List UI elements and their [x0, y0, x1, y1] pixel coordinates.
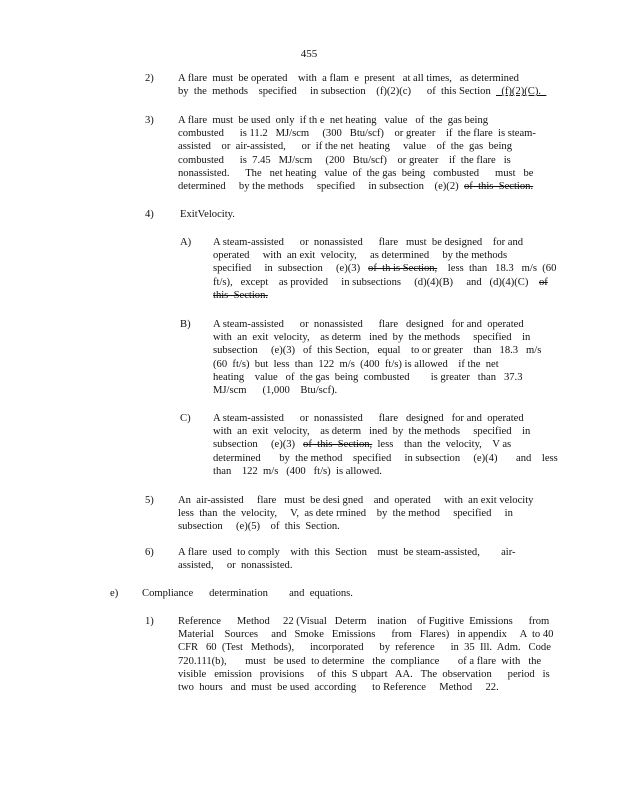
text-line	[178, 494, 533, 507]
text-line	[178, 641, 553, 654]
text-run: MJ/scm (1,000 Btu/scf).	[213, 385, 338, 397]
text-line	[178, 85, 546, 98]
text-line	[178, 520, 533, 533]
item-text	[178, 615, 553, 694]
struck-text: of this Section,	[303, 439, 373, 451]
item-text	[178, 72, 546, 98]
text-run: assisted or air-assisted, or if the net heating value of the gas being	[178, 141, 512, 153]
text-run: A flare must be used only if th e net heating value of the gas being	[178, 115, 489, 126]
text-line	[178, 628, 553, 641]
page-number: 455	[300, 48, 318, 60]
item-label: 1)	[145, 616, 154, 627]
item-text	[180, 208, 235, 221]
text-line	[178, 140, 536, 153]
item-label: A)	[180, 237, 192, 248]
item-label: 5)	[145, 495, 154, 506]
text-run: less than 18.3 m/s (60	[437, 263, 557, 275]
item-label: C)	[180, 413, 191, 424]
text-run: determined by the methods specified in subsection (e)(2)	[178, 181, 464, 193]
text-line	[213, 276, 556, 289]
text-run: A steam-assisted or nonassisted flare designed for and operated	[213, 319, 524, 330]
text-run: Material Sources and Smoke Emissions from Flares) in appendix A to 40	[178, 629, 554, 641]
text-run: heating value of the gas being combusted is greater than 37.3	[213, 371, 523, 383]
text-run: combusted is 7.45 MJ/scm (200 Btu/scf) or greater if the flare is	[178, 154, 511, 166]
text-run: nonassisted. The net heating value of the gas being combusted must be	[178, 167, 534, 179]
text-run: operated with an exit velocity, as determined by the methods	[213, 250, 508, 262]
text-run: less than the velocity, V as	[372, 439, 512, 451]
item-label: 4)	[145, 209, 154, 220]
text-run: Reference Method 22 (Visual Determ ination of Fugitive Emissions from	[178, 616, 550, 627]
struck-text: of th is Section,	[368, 263, 438, 275]
item-text	[213, 236, 556, 302]
text-line	[178, 180, 536, 193]
text-run: An air-assisted flare must be desi gned and operated with an exit velocity	[178, 495, 534, 506]
item-text	[142, 587, 353, 600]
text-run: ft/s), except as provided in subsections (d)(4)(B) and (d)(4)(C)	[213, 276, 539, 288]
text-line	[213, 249, 556, 262]
text-line	[213, 425, 558, 438]
text-line	[213, 412, 558, 425]
text-run: visible emission provisions of this S ubpart AA. The observation period is	[178, 668, 550, 680]
text-run: (60 ft/s) but less than 122 m/s (400 ft/s) is allowed if the net	[213, 358, 499, 370]
text-run: specified in subsection (e)(3)	[213, 263, 369, 275]
struck-text: of	[538, 276, 548, 288]
text-line	[213, 289, 556, 302]
text-line	[178, 615, 553, 628]
text-line	[178, 154, 536, 167]
text-run: A flare used to comply with this Section must be steam-assisted, air-	[178, 547, 516, 558]
text-line	[213, 384, 541, 397]
underlined-text: (f)(2)(C).	[496, 86, 547, 98]
item-text	[178, 546, 516, 572]
text-line	[213, 344, 541, 357]
text-line	[178, 546, 516, 559]
item-text	[213, 412, 558, 478]
text-line	[178, 114, 536, 127]
item-label: B)	[180, 319, 191, 330]
text-line	[213, 452, 558, 465]
item-text	[178, 494, 533, 534]
item-text	[213, 318, 541, 397]
text-line	[213, 465, 558, 478]
text-run: with an exit velocity, as determ ined by the methods specified in	[213, 426, 531, 438]
struck-text: this Section.	[213, 289, 269, 301]
text-line	[213, 236, 556, 249]
text-line	[178, 681, 553, 694]
text-line	[213, 331, 541, 344]
text-run: CFR 60 (Test Methods), incorporated by reference in 35 Ill. Adm. Code	[178, 642, 551, 654]
text-run: with an exit velocity, as determ ined by the methods specified in	[213, 332, 531, 344]
text-line	[178, 127, 536, 140]
text-line	[178, 668, 553, 681]
text-run: subsection (e)(3) of this Section, equal to or greater than 18.3 m/s	[213, 345, 542, 357]
text-run: A steam-assisted or nonassisted flare must be designed for and	[213, 237, 524, 248]
text-line	[213, 262, 556, 275]
text-line	[213, 318, 541, 331]
text-line	[142, 587, 353, 600]
item-label: e)	[110, 588, 119, 599]
text-line	[213, 371, 541, 384]
text-run: A flare must be operated with a flam e present at all times, as determined	[178, 73, 519, 84]
text-run: determined by the method specified in subsection (e)(4) and less	[213, 452, 558, 464]
text-run: by the methods specified in subsection (f)(2)(c) of this Section	[178, 86, 497, 98]
text-run: less than the velocity, V, as dete rmined by the method specified in	[178, 508, 513, 520]
text-line	[178, 559, 516, 572]
item-label: 2)	[145, 73, 154, 84]
text-run: two hours and must be used according to Reference Method 22.	[178, 682, 499, 694]
text-line	[178, 655, 553, 668]
text-line	[213, 438, 558, 451]
text-run: 720.111(b), must be used to determine the compliance of a flare with the	[178, 655, 542, 667]
text-line	[213, 358, 541, 371]
text-run: Compliance determination and equations.	[142, 588, 353, 599]
text-run: than 122 m/s (400 ft/s) is allowed.	[213, 465, 382, 477]
text-run: assisted, or nonassisted.	[178, 560, 293, 572]
item-label: 6)	[145, 547, 154, 558]
item-text	[178, 114, 536, 193]
text-run: subsection (e)(3)	[213, 439, 304, 451]
text-run: ExitVelocity.	[180, 209, 235, 220]
struck-text: of this Section.	[463, 181, 534, 193]
item-label: 3)	[145, 115, 154, 126]
text-run: A steam-assisted or nonassisted flare designed for and operated	[213, 413, 524, 424]
text-line	[178, 507, 533, 520]
text-line	[178, 167, 536, 180]
text-line	[180, 208, 235, 221]
text-run: subsection (e)(5) of this Section.	[178, 521, 340, 533]
text-run: combusted is 11.2 MJ/scm (300 Btu/scf) or greater if the flare is steam-	[178, 128, 536, 140]
text-line	[178, 72, 546, 85]
